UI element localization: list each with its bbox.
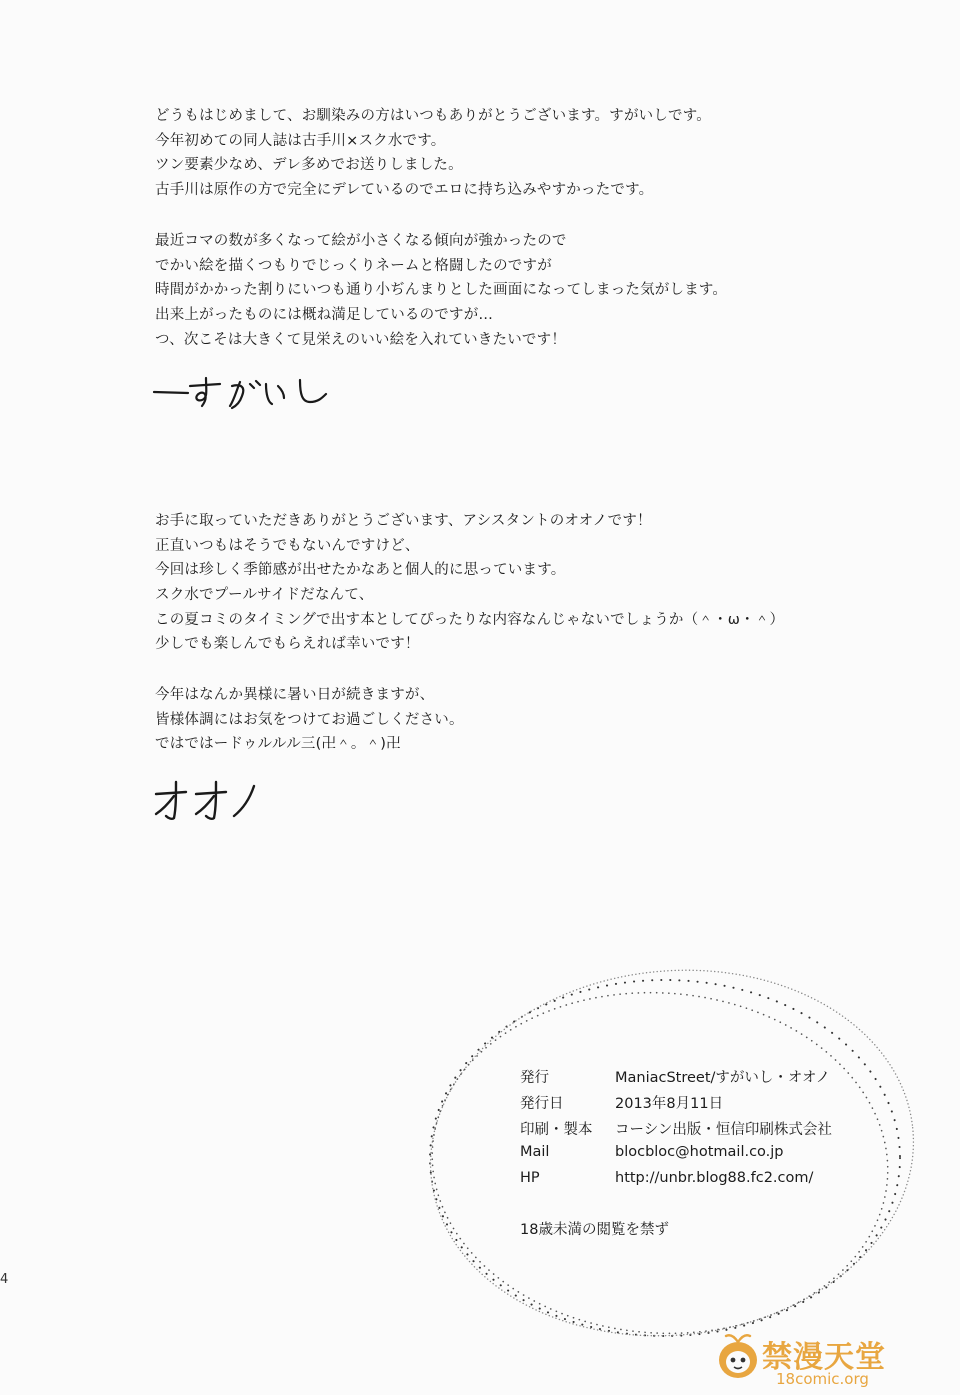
text-line: 今年初めての同人誌は古手川×スク水です。	[155, 132, 446, 149]
text-line: 出来上がったものには概ね満足しているのですが…	[155, 307, 494, 324]
colophon-value: blocbloc@hotmail.co.jp	[615, 1144, 784, 1160]
text-line: 今回は珍しく季節感が出せたかなあと個人的に思っています。	[155, 562, 566, 579]
colophon-label: 印刷・製本	[520, 1122, 593, 1138]
text-line: 最近コマの数が多くなって絵が小さくなる傾向が強かったので	[155, 233, 567, 249]
site-watermark	[716, 1330, 940, 1390]
colophon-label: 発行日	[520, 1096, 564, 1112]
colophon-value: http://unbr.blog88.fc2.com/	[615, 1170, 814, 1186]
oono-signature	[150, 778, 270, 824]
text-line: 少しでも楽しんでもらえれば幸いです！	[155, 636, 420, 653]
text-line: ツン要素少なめ、デレ多めでお送りしました。	[155, 157, 463, 174]
colophon-label: 発行	[520, 1070, 549, 1086]
text-line: でかい絵を描くつもりでじっくりネームと格闘したのですが	[155, 257, 552, 274]
colophon-value: 2013年8月11日	[615, 1096, 724, 1112]
text-line: つ、次こそは大きくて見栄えのいい絵を入れていきたいです！	[155, 331, 567, 348]
colophon-label: HP	[520, 1170, 540, 1186]
watermark-url: 18comic.org	[776, 1370, 869, 1388]
age-restriction-notice: 18歳未満の閲覧を禁ず	[520, 1222, 669, 1238]
colophon-frame	[410, 958, 920, 1363]
afterword-oono-paragraph-1	[155, 509, 784, 657]
mascot-icon	[716, 1332, 760, 1382]
text-line: 時間がかかった割りにいつも通り小ぢんまりとした画面になってしまった気がします。	[155, 282, 728, 299]
afterword-oono-paragraph-2	[155, 683, 464, 757]
afterword-sugaishi-paragraph-2	[155, 229, 727, 352]
page-number: 4	[0, 1272, 9, 1287]
sugaishi-signature	[150, 372, 340, 412]
text-line: この夏コミのタイミングで出す本としてぴったりな内容なんじゃないでしょうか（＾・ω・＾）	[155, 611, 785, 628]
colophon-label: Mail	[520, 1144, 550, 1160]
text-line: どうもはじめまして、お馴染みの方はいつもありがとうございます。すがいしです。	[155, 108, 711, 124]
colophon-value: ManiacStreet/すがいし・オオノ	[615, 1070, 831, 1086]
text-line: スク水でプールサイドだなんて、	[155, 587, 374, 604]
text-line: 正直いつもはそうでもないんですけど、	[155, 537, 420, 554]
text-line: 古手川は原作の方で完全にデレているのでエロに持ち込みやすかったです。	[155, 182, 654, 199]
watermark-title: 禁漫天堂	[762, 1340, 886, 1375]
colophon-value: コーシン出版・恒信印刷株式会社	[615, 1122, 832, 1138]
text-line: 今年はなんか異様に暑い日が続きますが、	[155, 687, 435, 703]
afterword-sugaishi-paragraph-1	[155, 104, 711, 203]
text-line: 皆様体調にはお気をつけてお過ごしください。	[155, 711, 464, 728]
text-line: ではではードゥルルル三(卍＾。＾)卍	[155, 736, 401, 753]
text-line: お手に取っていただきありがとうございます、アシスタントのオオノです！	[155, 513, 652, 529]
